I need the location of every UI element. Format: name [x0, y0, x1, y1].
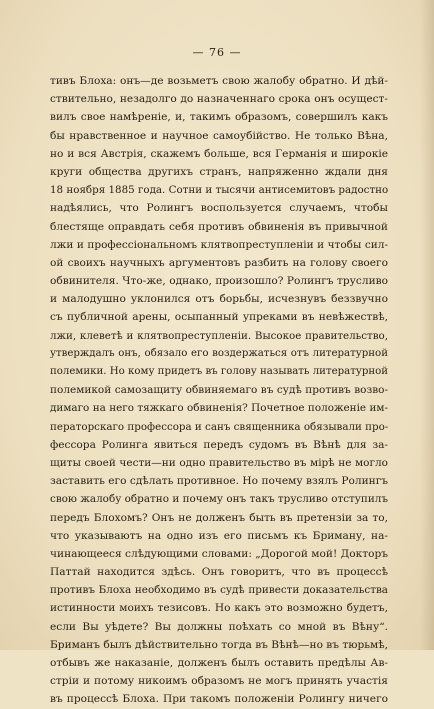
text-line: свою жалобу обратно и почему онъ такъ трусливо отступилъ	[50, 493, 388, 506]
text-line: 18 ноября 1885 года. Сотни и тысячи антисемитовъ радостно	[50, 184, 389, 197]
page-edge-shadow	[420, 0, 434, 650]
text-line: блестяще оправдать себя противъ обвиненiя въ привычной	[50, 220, 388, 233]
text-line: если Вы уѣдете? Вы должны поѣхать со мной въ Вѣну“.	[50, 620, 388, 633]
text-line: заставить его сдѣлать противное. Но почему взялъ Ролингъ	[50, 475, 388, 488]
text-line: и малодушно уклонился отъ борьбы, исчезнувъ беззвучно	[50, 293, 388, 306]
text-line: стрiи и потому никоимъ образомъ не могъ принять участiя	[50, 675, 388, 688]
text-line: лжи и профессiональномъ клятвопреступленiи и чтобы сил-	[50, 238, 388, 251]
text-line: круги общества другихъ странъ, напряженно ждали дня	[50, 165, 388, 178]
text-line: лжи, клеветѣ и клятвопреступленiи. Высокое правительство,	[50, 329, 388, 342]
text-line: Паттай находится здѣсь. Онъ говоритъ, что въ процессѣ	[50, 566, 388, 579]
text-line: Бриманъ былъ дѣйствительно тогда въ Вѣнѣ—но въ тюрьмѣ,	[50, 638, 389, 651]
text-line: что указываютъ на одно изъ его письмъ къ Бриману, на-	[50, 529, 388, 542]
text-line: противъ Блоха необходимо въ судѣ привести доказательства	[50, 584, 388, 597]
page-number: — 76 —	[192, 46, 242, 59]
text-line: бы нравственное и научное самоубiйство. Не только Вѣна,	[50, 129, 388, 142]
text-line: полемикой самозащиту обвиняемаго въ судѣ противъ возво-	[50, 384, 388, 397]
text-line: съ публичной арены, осыпанный упреками въ невѣжествѣ,	[50, 311, 388, 324]
text-line: фессора Ролинга явиться передъ судомъ въ Вѣнѣ для за-	[50, 438, 388, 451]
text-line: тивъ Блоха: онъ—де возьметъ свою жалобу обратно. И дѣй-	[50, 75, 388, 87]
text-line: въ процессѣ Блоха. При такомъ положенiи Ролингу ничего	[50, 693, 388, 706]
page-body-text	[50, 72, 388, 709]
text-line: ператорскаго профессора и санъ священника обязывали про-	[50, 420, 389, 433]
text-line: но и вся Австрiя, скажемъ больше, вся Германiя и широкiе	[50, 147, 388, 160]
text-line: обвинителя. Что-же, однако, произошло? Ролингъ трусливо	[50, 275, 388, 288]
text-line: вилъ свое намѣренiе, и, такимъ образомъ, совершилъ какъ	[50, 111, 388, 124]
text-line: полемики. Но кому придетъ въ голову называть литературной	[50, 366, 389, 377]
text-line: димаго на него тяжкаго обвиненiя? Почетное положенiе им-	[50, 402, 388, 415]
text-line: утверждалъ онъ, обязало его воздержаться отъ литературной	[50, 347, 388, 359]
text-line: щиты своей чести—ни одно правительство въ мiрѣ не могло	[50, 456, 388, 469]
text-line: отбывъ же наказанiе, долженъ былъ оставить предѣлы Ав-	[50, 657, 388, 669]
text-line: чинающееся слѣдующими словами: „Дорогой мой! Докторъ	[50, 547, 388, 560]
text-line: ой своихъ научныхъ аргументовъ разбить на голову своего	[50, 256, 388, 269]
text-line: истинности моихъ тезисовъ. Но какъ это возможно будетъ,	[50, 602, 388, 615]
text-line: ствительно, незадолго до назначеннаго срока онъ осущест-	[50, 93, 388, 106]
text-line: надѣялись, что Ролингъ воспользуется случаемъ, чтобы	[50, 202, 388, 215]
text-line: передъ Блохомъ? Онъ не долженъ быть въ претензiи за то,	[50, 511, 388, 524]
